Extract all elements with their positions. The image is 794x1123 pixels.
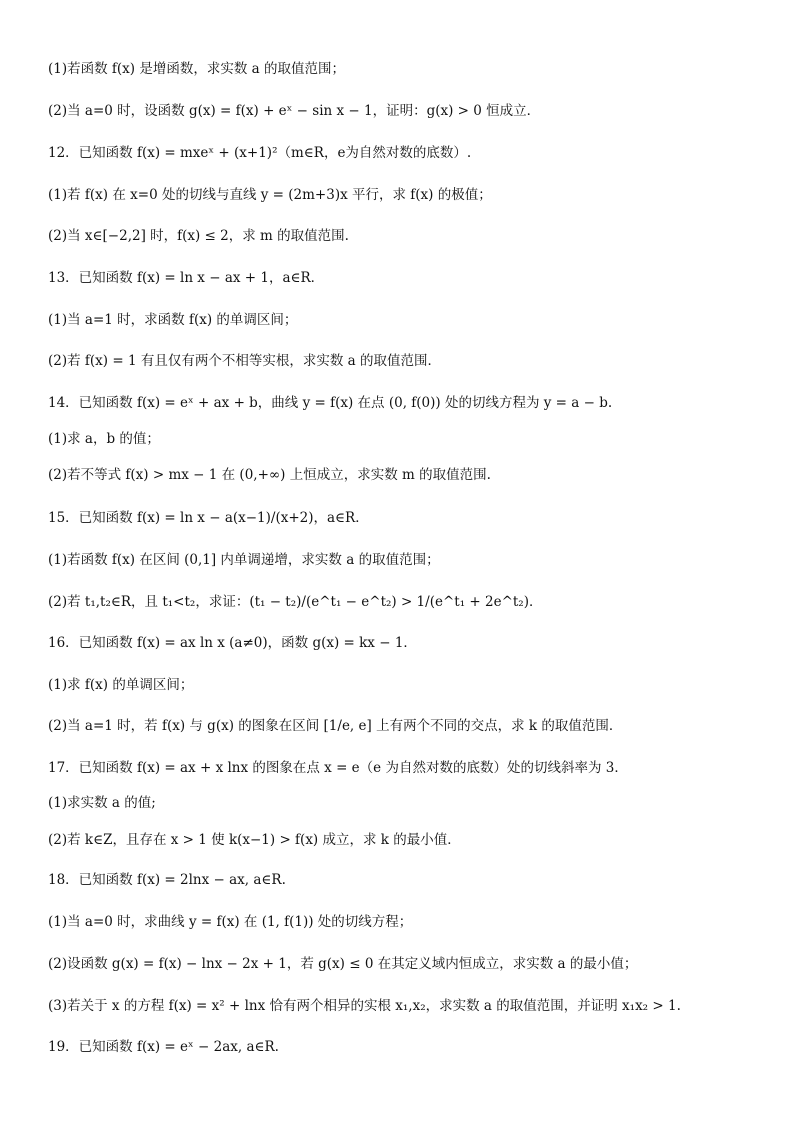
problem-18-part-2: (2)设函数 g(x) = f(x) − lnx − 2x + 1，若 g(x) ≤ 0 在其定义域内恒成立，求实数 a 的最小值； <box>48 956 638 972</box>
problem-12-statement: 12．已知函数 f(x) = mxeˣ + (x+1)²（m∈R，e为自然对数的底数）. <box>48 145 472 161</box>
problem-18-statement: 18．已知函数 f(x) = 2lnx − ax, a∈R. <box>48 872 286 888</box>
problem-14-statement: 14．已知函数 f(x) = eˣ + ax + b，曲线 y = f(x) 在点 (0, f(0)) 处的切线方程为 y = a − b. <box>48 395 613 411</box>
problem-12-part-2: (2)当 x∈[−2,2] 时，f(x) ≤ 2，求 m 的取值范围. <box>48 228 349 244</box>
problem-15-statement: 15．已知函数 f(x) = ln x − a(x−1)/(x+2)，a∈R． <box>48 510 369 526</box>
problem-19-statement: 19．已知函数 f(x) = eˣ − 2ax, a∈R. <box>48 1039 279 1055</box>
problem-16-statement: 16．已知函数 f(x) = ax ln x (a≠0)，函数 g(x) = kx − 1． <box>48 635 417 651</box>
problem-11-part-1: (1)若函数 f(x) 是增函数，求实数 a 的取值范围； <box>48 61 345 77</box>
problem-13-part-2: (2)若 f(x) = 1 有且仅有两个不相等实根，求实数 a 的取值范围． <box>48 353 441 369</box>
problem-17-part-1: (1)求实数 a 的值; <box>48 795 156 811</box>
problem-15-part-2: (2)若 t₁,t₂∈R，且 t₁<t₂，求证：(t₁ − t₂)/(e^t₁ − e^t₂) > 1/(e^t₁ + 2e^t₂)． <box>48 594 543 610</box>
problem-14-part-1: (1)求 a，b 的值； <box>48 431 160 447</box>
problem-16-part-2: (2)当 a=1 时，若 f(x) 与 g(x) 的图象在区间 [1/e, e] 上有两个不同的交点，求 k 的取值范围． <box>48 718 623 734</box>
problem-17-statement: 17．已知函数 f(x) = ax + x lnx 的图象在点 x = e（e 为自然对数的底数）处的切线斜率为 3． <box>48 760 628 776</box>
problem-14-part-2: (2)若不等式 f(x) > mx − 1 在 (0,+∞) 上恒成立，求实数 m 的取值范围. <box>48 467 491 483</box>
problem-15-part-1: (1)若函数 f(x) 在区间 (0,1] 内单调递增，求实数 a 的取值范围； <box>48 552 440 568</box>
problem-18-part-3: (3)若关于 x 的方程 f(x) = x² + lnx 恰有两个相异的实根 x₁,x₂，求实数 a 的取值范围，并证明 x₁x₂ > 1. <box>48 998 681 1014</box>
problem-17-part-2: (2)若 k∈Z，且存在 x > 1 使 k(x−1) > f(x) 成立，求 k 的最小值． <box>48 832 461 848</box>
problem-13-statement: 13．已知函数 f(x) = ln x − ax + 1，a∈R． <box>48 270 325 286</box>
problem-12-part-1: (1)若 f(x) 在 x=0 处的切线与直线 y = (2m+3)x 平行，求 f(x) 的极值； <box>48 187 492 203</box>
problem-18-part-1: (1)当 a=0 时，求曲线 y = f(x) 在 (1, f(1)) 处的切线方程； <box>48 914 413 930</box>
problem-16-part-1: (1)求 f(x) 的单调区间； <box>48 677 194 693</box>
problem-13-part-1: (1)当 a=1 时，求函数 f(x) 的单调区间； <box>48 312 298 328</box>
problem-11-part-2: (2)当 a=0 时，设函数 g(x) = f(x) + eˣ − sin x − 1，证明：g(x) > 0 恒成立． <box>48 103 541 119</box>
